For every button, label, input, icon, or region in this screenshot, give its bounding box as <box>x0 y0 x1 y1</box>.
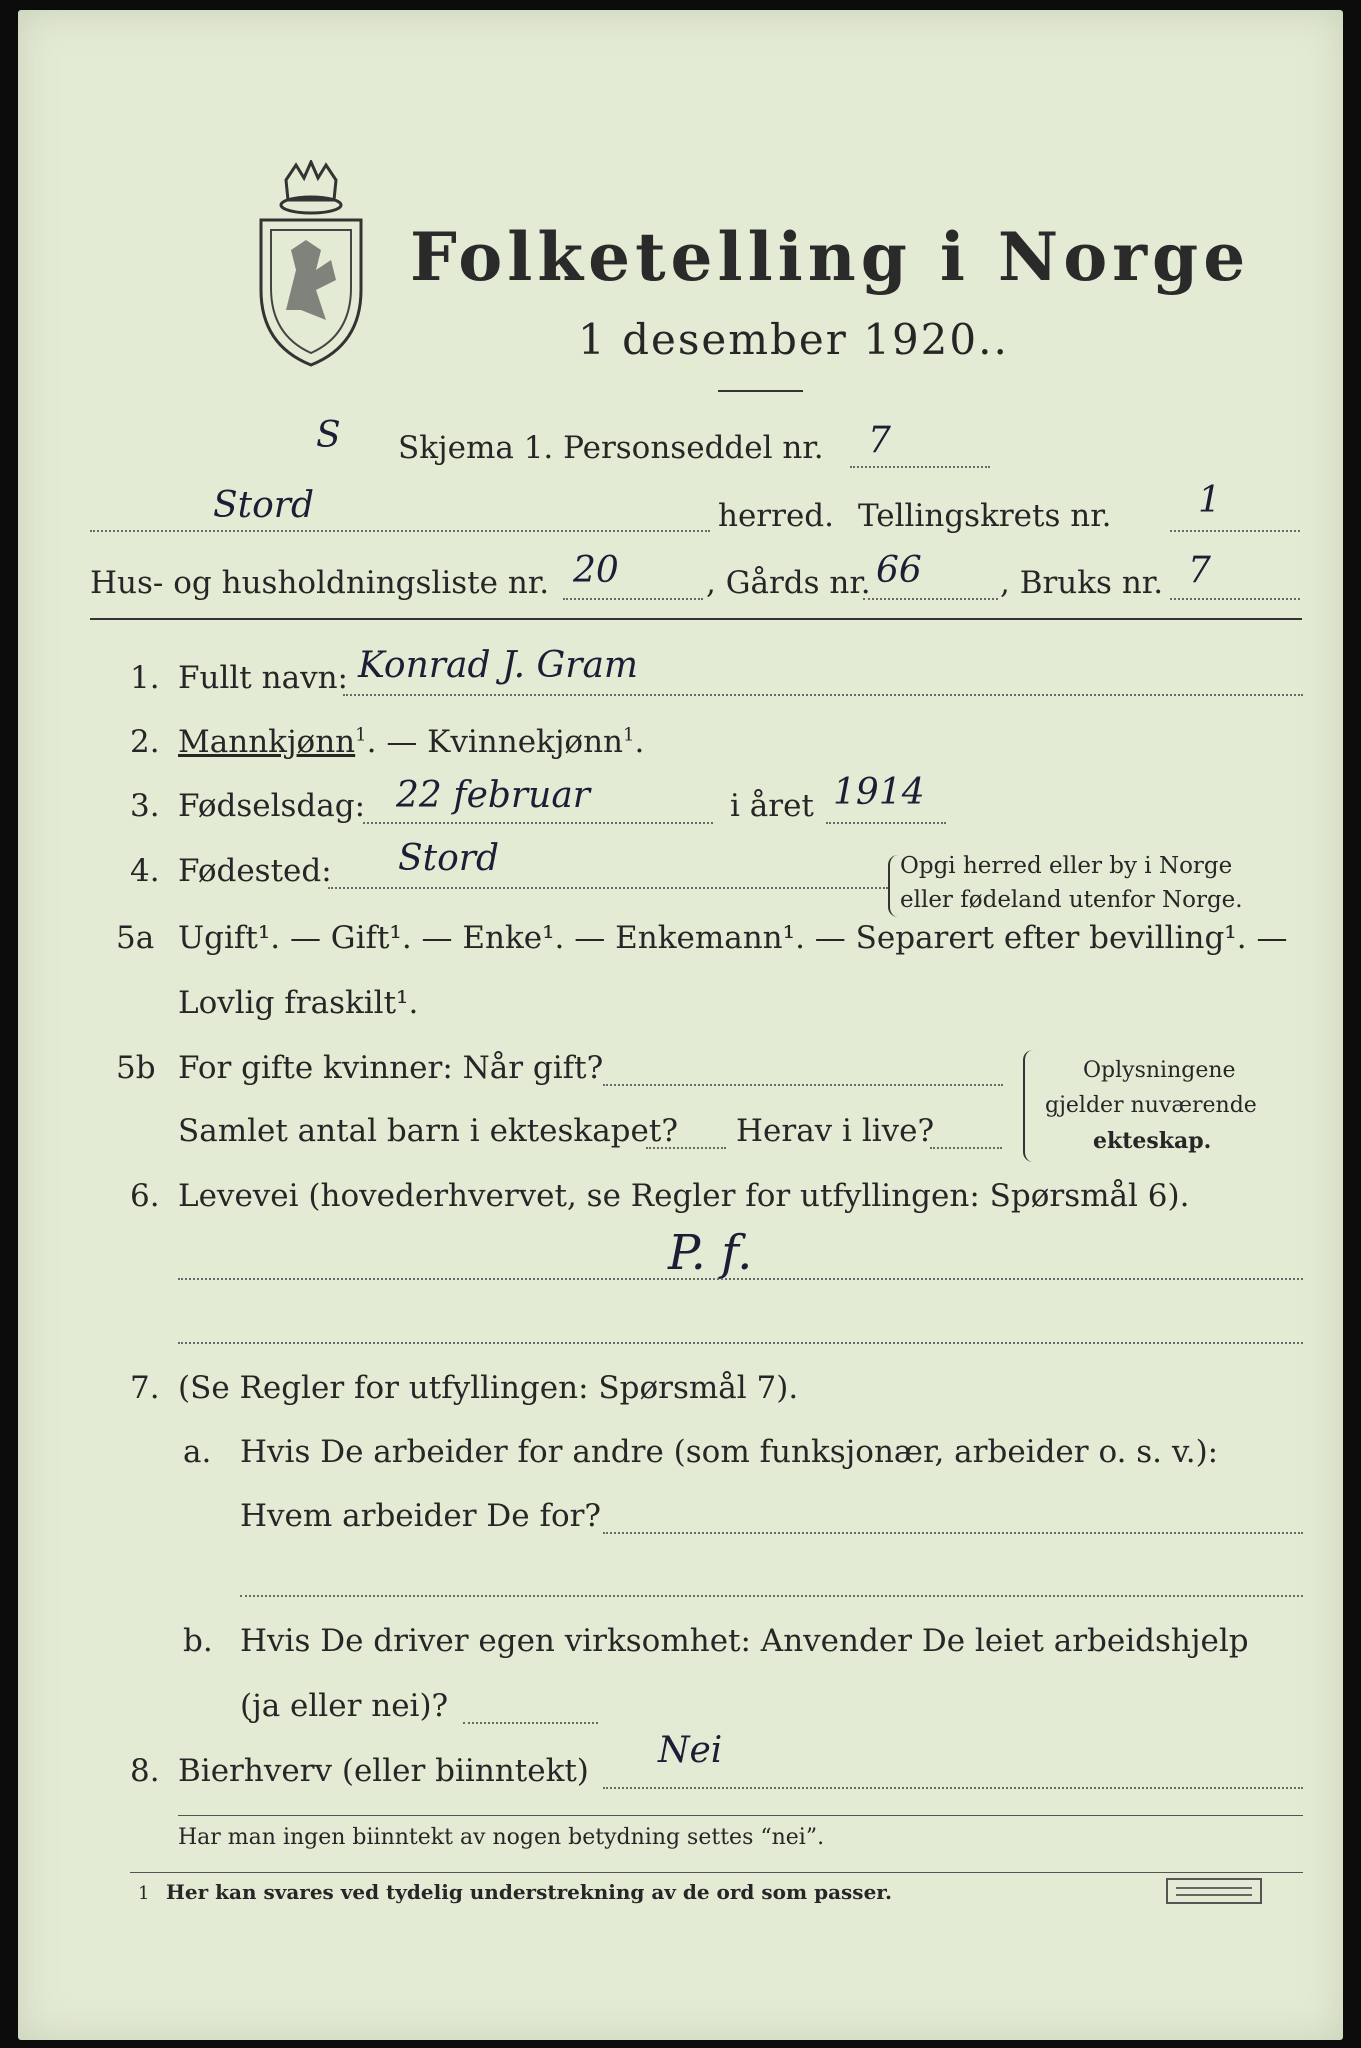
tellingskrets-number[interactable]: 1 <box>1198 480 1221 521</box>
personseddel-number[interactable]: 7 <box>868 420 891 461</box>
q8-number: 8. <box>130 1753 160 1789</box>
q5a-number: 5a <box>116 920 155 956</box>
marital-status-options[interactable]: Ugift¹. — Gift¹. — Enke¹. — Enkemann¹. — Separert efter bevilling¹. — <box>178 920 1288 956</box>
children-alive-label: Herav i live? <box>736 1113 935 1149</box>
full-name-field-line <box>343 694 1303 696</box>
bruks-label: , Bruks nr. <box>1000 565 1164 601</box>
q7b-number: b. <box>183 1623 213 1659</box>
coat-of-arms-icon <box>246 160 376 370</box>
birth-year-label: i året <box>730 788 814 824</box>
marriage-note-1: Oplysningene <box>1083 1058 1236 1083</box>
note-separator <box>178 1815 1303 1816</box>
q6-label: Levevei (hovederhvervet, se Regler for utfyllingen: Spørsmål 6). <box>178 1178 1190 1214</box>
birthplace-note-2: eller fødeland utenfor Norge. <box>900 887 1243 913</box>
occupation-field-line-1 <box>178 1278 1303 1280</box>
q3-number: 3. <box>130 788 160 824</box>
birth-year-field-line <box>826 822 946 824</box>
herred-value[interactable]: Stord <box>213 485 315 526</box>
married-when-label: For gifte kvinner: Når gift? <box>178 1050 604 1086</box>
footnote-text: Her kan svares ved tydelig understrekning av de ord som passer. <box>166 1880 892 1904</box>
gards-label: , Gårds nr. <box>706 565 871 601</box>
herred-label: herred. <box>718 498 834 534</box>
q5b-number: 5b <box>116 1050 156 1086</box>
printer-stamp <box>1166 1878 1262 1904</box>
q7-label: (Se Regler for utfyllingen: Spørsmål 7). <box>178 1370 799 1406</box>
bruks-field-line <box>1170 598 1300 600</box>
tellingskrets-label: Tellingskrets nr. <box>858 498 1112 534</box>
gards-number[interactable]: 66 <box>876 550 922 591</box>
title-divider <box>718 390 803 392</box>
gards-field-line <box>863 598 998 600</box>
bruks-number[interactable]: 7 <box>1188 550 1211 591</box>
q4-number: 4. <box>130 853 160 889</box>
form-title: Folketelling i Norge <box>410 218 1251 296</box>
schema-label: Skjema 1. Personseddel nr. <box>398 430 824 466</box>
header-separator <box>90 618 1302 620</box>
birthplace-note-brace <box>888 855 898 917</box>
employer-label: Hvem arbeider De for? <box>240 1498 602 1534</box>
q7-number: 7. <box>130 1370 160 1406</box>
q2-number: 2. <box>130 724 160 760</box>
q6-number: 6. <box>130 1178 160 1214</box>
q3-label: Fødselsdag: <box>178 788 366 824</box>
birth-year-value[interactable]: 1914 <box>833 772 925 813</box>
q1-label: Fullt navn: <box>178 660 348 696</box>
hired-help-label: (ja eller nei)? <box>240 1688 449 1724</box>
q4-label: Fødested: <box>178 853 332 889</box>
side-income-value[interactable]: Nei <box>658 1730 723 1771</box>
birthdate-value[interactable]: 22 februar <box>396 775 590 816</box>
marriage-note-3: ekteskap. <box>1093 1128 1212 1154</box>
side-income-note: Har man ingen biinntekt av nogen betydning settes “nei”. <box>178 1825 825 1850</box>
male-option[interactable]: Mannkjønn <box>178 724 356 760</box>
household-list-number[interactable]: 20 <box>573 550 619 591</box>
tellingskrets-field-line <box>1170 530 1300 532</box>
children-alive-field-line <box>930 1147 1002 1149</box>
footnote-mark: 1 <box>138 1883 150 1904</box>
birthplace-field-line <box>328 887 888 889</box>
census-date: 1 desember 1920.. <box>578 315 1009 364</box>
occupation-value[interactable]: P. f. <box>668 1225 753 1281</box>
married-when-field-line <box>603 1084 1003 1086</box>
herred-field-line <box>90 530 710 532</box>
q1-number: 1. <box>130 660 160 696</box>
schema-prefix-handwriting: S <box>316 415 341 456</box>
household-list-field-line <box>563 598 703 600</box>
footnote-separator <box>130 1872 1303 1873</box>
occupation-field-line-2 <box>178 1342 1303 1344</box>
census-form-page <box>18 10 1343 2040</box>
sex-options: Mannkjønn$^1$. — Kvinnekjønn$^1$. <box>178 724 645 760</box>
q8-label: Bierhverv (eller biinntekt) <box>178 1753 589 1789</box>
household-list-label: Hus- og husholdningsliste nr. <box>90 565 550 601</box>
q7b-question: Hvis De driver egen virksomhet: Anvender De leiet arbeidshjelp <box>240 1623 1249 1659</box>
q7a-question: Hvis De arbeider for andre (som funksjonær, arbeider o. s. v.): <box>240 1434 1219 1470</box>
birthdate-field-line <box>363 822 713 824</box>
female-option[interactable]: . — Kvinnekjønn <box>366 724 624 760</box>
birthplace-value[interactable]: Stord <box>398 838 500 879</box>
children-total-field-line <box>646 1147 726 1149</box>
marital-status-divorced[interactable]: Lovlig fraskilt¹. <box>178 985 419 1021</box>
q7a-number: a. <box>183 1434 212 1470</box>
marriage-note-2: gjelder nuværende <box>1045 1093 1257 1118</box>
hired-help-field-line <box>463 1722 598 1724</box>
employer-field-line-1 <box>603 1532 1303 1534</box>
employer-field-line-2 <box>240 1595 1303 1597</box>
marriage-note-brace <box>1023 1050 1035 1162</box>
full-name-value[interactable]: Konrad J. Gram <box>358 645 639 686</box>
children-total-label: Samlet antal barn i ekteskapet? <box>178 1113 678 1149</box>
personseddel-field-line <box>850 466 990 468</box>
birthplace-note-1: Opgi herred eller by i Norge <box>900 853 1233 879</box>
side-income-field-line <box>603 1787 1303 1789</box>
